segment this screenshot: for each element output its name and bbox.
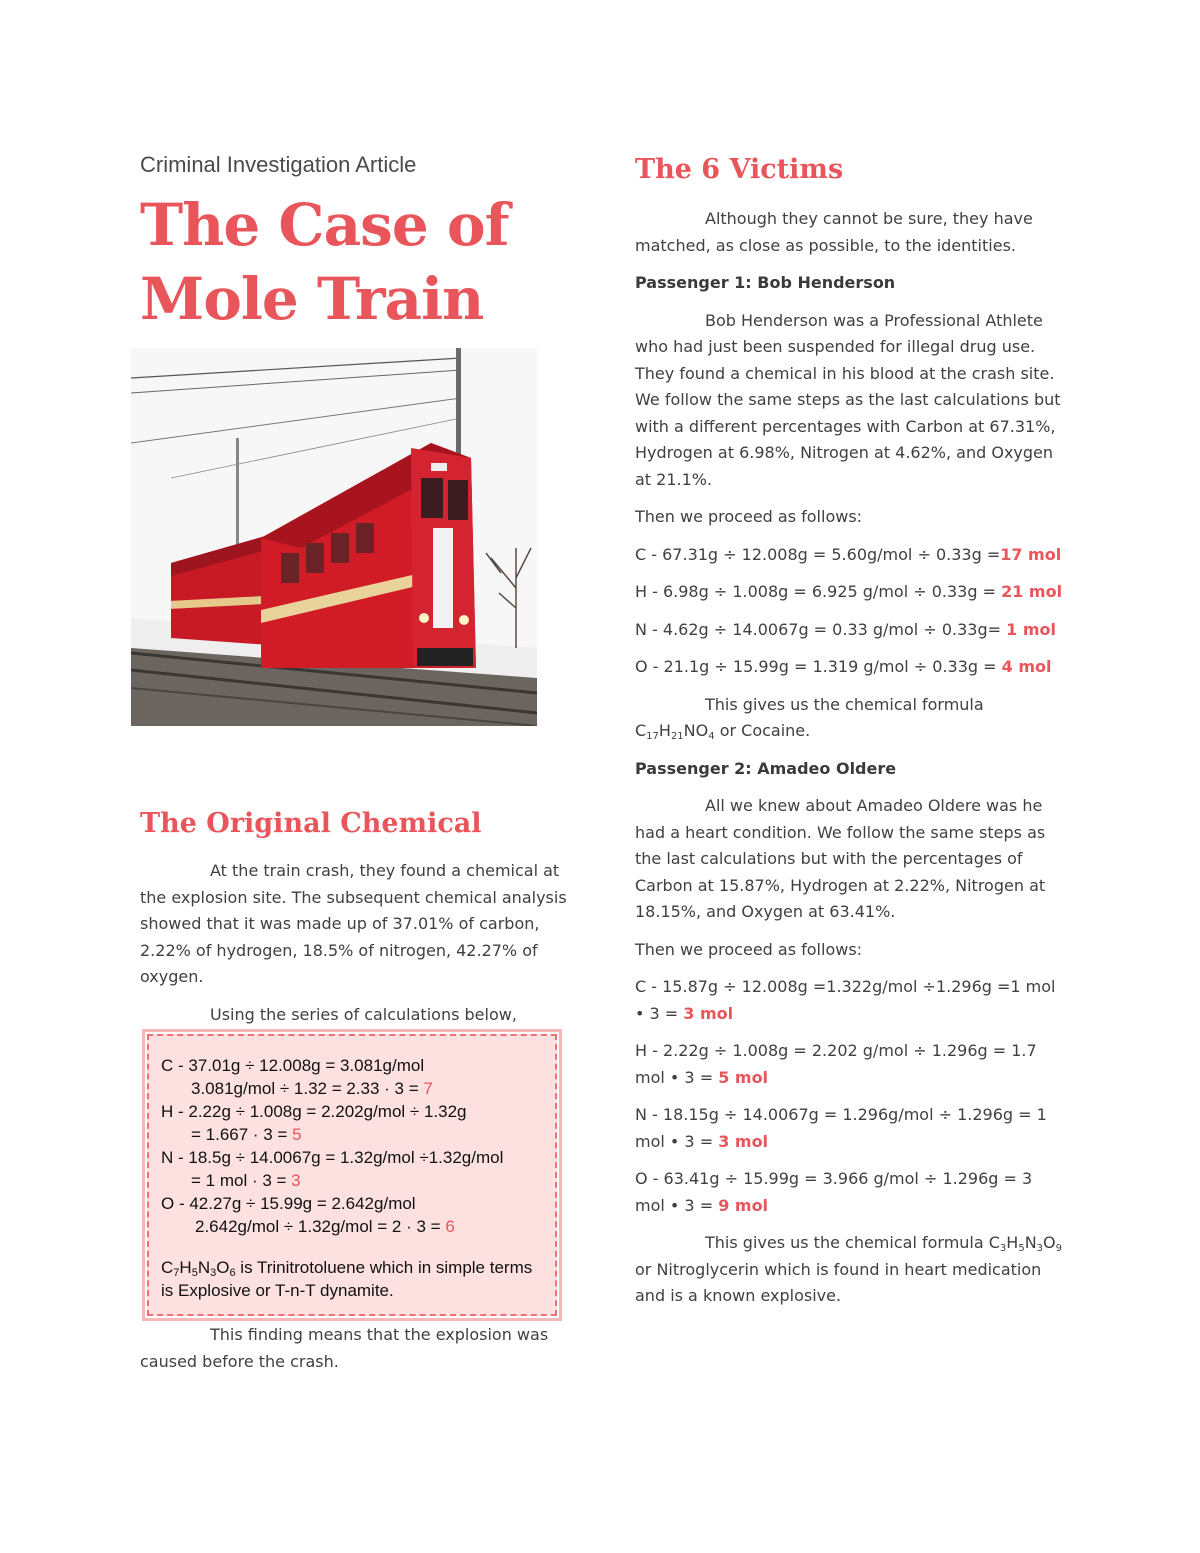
calculation-box bbox=[147, 1034, 557, 1316]
passenger-2-calc-h: H - 2.22g ÷ 1.008g = 2.202 g/mol ÷ 1.296g = 1.7 mol • 3 = 5 mol bbox=[635, 1041, 1037, 1087]
original-chemical-heading: The Original Chemical bbox=[140, 808, 482, 839]
passenger-1-result: This gives us the chemical formula $C_{17}H_{21}NO_4$ or Cocaine. bbox=[635, 694, 984, 742]
title-line-1: The Case of bbox=[140, 191, 509, 259]
passenger-1-calc-n: N - 4.62g ÷ 14.0067g = 0.33 g/mol ÷ 0.33g= 1 mol bbox=[635, 619, 1056, 639]
calc-n-line-1: N - 18.5g ÷ 14.0067g = 1.32g/mol ÷1.32g/mol bbox=[161, 1148, 504, 1167]
passenger-1-label: Passenger 1: Bob Henderson bbox=[635, 273, 896, 292]
calc-o-line-2: 2.642g/mol ÷ 1.32g/mol = 2 · 3 = 6 bbox=[195, 1217, 455, 1236]
passenger-2-calc-c: C - 15.87g ÷ 12.008g =1.322g/mol ÷1.296g =1 mol • 3 = 3 mol bbox=[635, 977, 1056, 1023]
original-para-2: Using the series of calculations below, bbox=[210, 1004, 517, 1024]
victims-heading: The 6 Victims bbox=[635, 154, 844, 185]
original-para-3: This finding means that the explosion was caused before the crash. bbox=[140, 1325, 549, 1371]
original-conclusion bbox=[140, 1322, 570, 1386]
train-photo bbox=[131, 348, 537, 726]
passenger-2-calc-n: N - 18.15g ÷ 14.0067g = 1.296g/mol ÷ 1.296g = 1 mol • 3 = 3 mol bbox=[635, 1105, 1047, 1151]
calc-c-line-2: 3.081g/mol ÷ 1.32 = 2.33 · 3 = 7 bbox=[191, 1079, 433, 1098]
passenger-2-label: Passenger 2: Amadeo Oldere bbox=[635, 758, 897, 778]
calc-c-line-1: C - 37.01g ÷ 12.008g = 3.081g/mol bbox=[161, 1056, 425, 1075]
passenger-1-calc-h: H - 6.98g ÷ 1.008g = 6.925 g/mol ÷ 0.33g = 21 mol bbox=[635, 582, 1063, 601]
calc-h-line-2: = 1.667 · 3 = 5 bbox=[191, 1125, 302, 1144]
passenger-1-desc: Bob Henderson was a Professional Athlete who had just been suspended for illegal drug use. They found a chemical in his blood at the crash site. We follow the same steps as the last calculations but with a different percentages with Carbon at 67.31%, Hydrogen at 6.98%, Nitrogen at 4.62%, and Oxygen at 21.1%. bbox=[635, 310, 1061, 489]
passenger-2-proceed: Then we proceed as follows: bbox=[635, 939, 863, 959]
article-kicker: Criminal Investigation Article bbox=[140, 152, 417, 177]
victims-intro: Although they cannot be sure, they have matched, as close as possible, to the identities. bbox=[635, 209, 1033, 255]
article-title bbox=[140, 188, 570, 336]
passenger-1-proceed: Then we proceed as follows: bbox=[635, 507, 863, 526]
calc-o-line-1: O - 42.27g ÷ 15.99g = 2.642g/mol bbox=[161, 1194, 416, 1213]
calc-n-line-2: = 1 mol · 3 = 3 bbox=[191, 1171, 301, 1190]
calc-formula-tnt: C7H5N3O6 is Trinitrotoluene which in simple terms is Explosive or T-n-T dynamite. bbox=[161, 1258, 533, 1300]
passenger-2-desc: All we knew about Amadeo Oldere was he had a heart condition. We follow the same steps as the last calculations but with the percentages of Carbon at 15.87%, Hydrogen at 2.22%, Nitrogen at 18.15%, and Oxygen at 63.41%. bbox=[635, 796, 1046, 921]
original-chemical-section bbox=[140, 806, 570, 1039]
calc-h-line-1: H - 2.22g ÷ 1.008g = 2.202g/mol ÷ 1.32g bbox=[161, 1102, 467, 1121]
passenger-2-calc-o: O - 63.41g ÷ 15.99g = 3.966 g/mol ÷ 1.296g = 3 mol • 3 = 9 mol bbox=[635, 1169, 1033, 1215]
left-column bbox=[140, 150, 570, 336]
passenger-2-result: This gives us the chemical formula $C_3H_5N_3O_9$ or Nitroglycerin which is found in heart medication and is a known explosive. bbox=[635, 1233, 1063, 1305]
passenger-1-calc-c: C - 67.31g ÷ 12.008g = 5.60g/mol ÷ 0.33g =17 mol bbox=[635, 544, 1062, 564]
original-para-1: At the train crash, they found a chemical at the explosion site. The subsequent chemical analysis showed that it was made up of 37.01% of carbon, 2.22% of hydrogen, 18.5% of nitrogen, 42.27% of oxygen. bbox=[140, 861, 567, 986]
title-line-2: Mole Train bbox=[140, 265, 484, 333]
passenger-1-calc-o: O - 21.1g ÷ 15.99g = 1.319 g/mol ÷ 0.33g = 4 mol bbox=[635, 657, 1052, 676]
right-column bbox=[635, 150, 1065, 1321]
